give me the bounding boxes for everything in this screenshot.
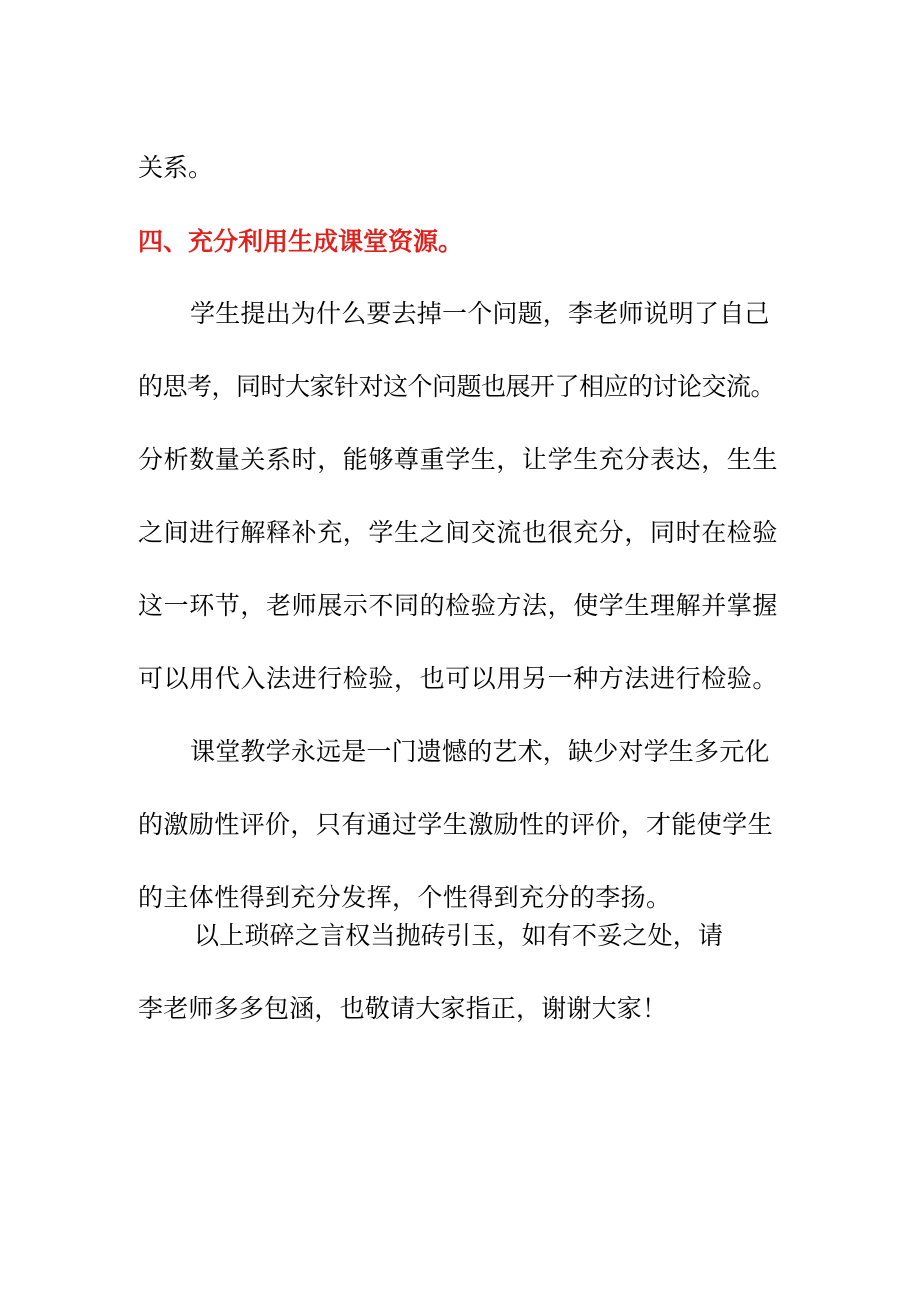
- text-line-1: 关系。: [138, 153, 214, 182]
- paragraph-2-line-2: 的激励性评价，只有通过学生激励性的评价，才能使学生: [138, 810, 774, 839]
- closing-line-2: 李老师多多包涵，也敬请大家指正，谢谢大家！: [138, 994, 668, 1023]
- paragraph-1-line-4: 之间进行解释补充，学生之间交流也很充分，同时在检验: [138, 518, 779, 547]
- section-heading: 四、充分利用生成课堂资源。: [138, 227, 464, 256]
- paragraph-2-line-3: 的主体性得到充分发挥，个性得到充分的李扬。: [138, 883, 672, 912]
- paragraph-1-line-3: 分析数量关系时，能够尊重学生，让学生充分表达，生生: [138, 445, 779, 474]
- closing-line-1: 以上琐碎之言权当抛砖引玉，如有不妥之处，请: [194, 921, 724, 950]
- paragraph-1-line-5: 这一环节，老师展示不同的检验方法，使学生理解并掌握: [138, 591, 779, 620]
- paragraph-1-line-6: 可以用代入法进行检验，也可以用另一种方法进行检验。: [138, 664, 779, 693]
- paragraph-1-line-1: 学生提出为什么要去掉一个问题，李老师说明了自己: [190, 299, 770, 328]
- paragraph-2-line-1: 课堂教学永远是一门遗憾的艺术，缺少对学生多元化: [190, 737, 770, 766]
- paragraph-1-line-2: 的思考，同时大家针对这个问题也展开了相应的讨论交流。: [138, 372, 776, 401]
